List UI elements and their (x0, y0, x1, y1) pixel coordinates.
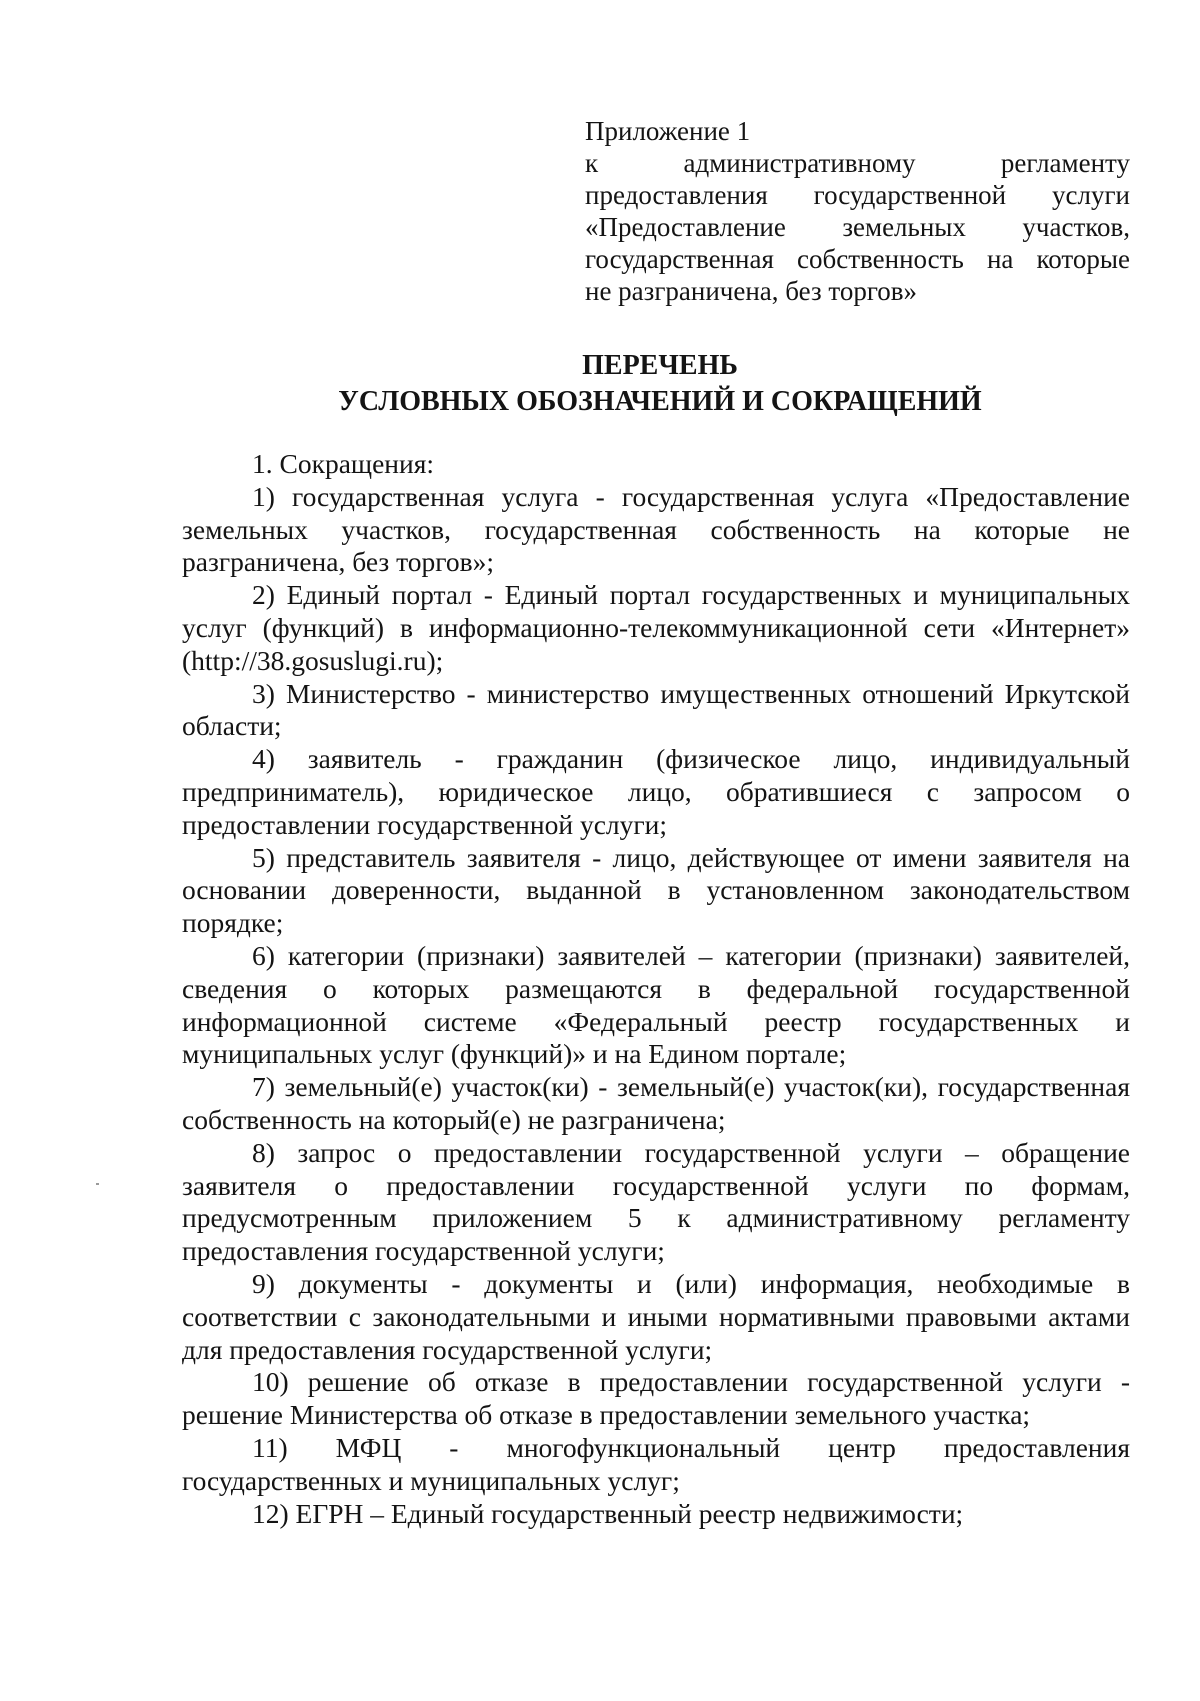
list-item: 7) земельный(е) участок(ки) - земельный(е) участок(ки), государственная собственность на который(е) не разграничена; (182, 1071, 1130, 1135)
document-heading (120, 348, 1200, 420)
list-item: 6) категории (признаки) заявителей – категории (признаки) заявителей, сведения о которых размещаются в федеральной государственной информационной системе «Федеральный реестр государственных и муниципальных услуг (функций)» и на Едином портале; (182, 939, 1130, 1070)
list-item: 8) запрос о предоставлении государственной услуги – обращение заявителя о предоставлении государственной услуги по формам, предусмотренным приложением 5 к административному регламенту предоставления государственной услуги; (182, 1136, 1130, 1267)
document-body (182, 448, 1130, 1530)
list-item: 12) ЕГРН – Единый государственный реестр недвижимости; (252, 1497, 964, 1529)
appendix-header (585, 115, 1130, 307)
appendix-text-line: предоставления государственной услуги (585, 180, 1130, 210)
list-item: 10) решение об отказе в предоставлении государственной услуги - решение Министерства об отказе в предоставлении земельного участка; (182, 1366, 1130, 1431)
list-item: 3) Министерство - министерство имущественных отношений Иркутской области; (182, 677, 1130, 742)
appendix-text-line: «Предоставление земельных участков, (585, 212, 1130, 242)
list-item: 1) государственная услуга - государственная услуга «Предоставление земельных участков, государственная собственность на которые не разграничена, без торгов»; (182, 480, 1130, 578)
section-title: 1. Сокращения: (252, 448, 435, 479)
appendix-text-line: не разграничена, без торгов» (585, 276, 917, 306)
list-item: 5) представитель заявителя - лицо, действующее от имени заявителя на основании доверенности, выданной в установленном законодательством порядке; (182, 841, 1130, 939)
list-item: 2) Единый портал - Единый портал государственных и муниципальных услуг (функций) в информационно-телекоммуникационной сети «Интернет» (http://38.gosuslugi.ru); (182, 579, 1130, 676)
heading-line-1: ПЕРЕЧЕНЬ (582, 350, 738, 381)
scan-speck (96, 1183, 99, 1185)
appendix-title: Приложение 1 (585, 116, 751, 146)
appendix-text-line: к административному регламенту (585, 148, 1130, 178)
list-item: 4) заявитель - гражданин (физическое лицо, индивидуальный предприниматель), юридическое лицо, обратившиеся с запросом о предоставлении государственной услуги; (182, 743, 1130, 840)
list-item: 9) документы - документы и (или) информация, необходимые в соответствии с законодательными и иными нормативными правовыми актами для предоставления государственной услуги; (182, 1267, 1130, 1365)
appendix-text-line: государственная собственность на которые (585, 244, 1130, 274)
heading-line-2: УСЛОВНЫХ ОБОЗНАЧЕНИЙ И СОКРАЩЕНИЙ (338, 386, 982, 417)
list-item: 11) МФЦ - многофункциональный центр предоставления государственных и муниципальных услуг; (182, 1431, 1130, 1496)
